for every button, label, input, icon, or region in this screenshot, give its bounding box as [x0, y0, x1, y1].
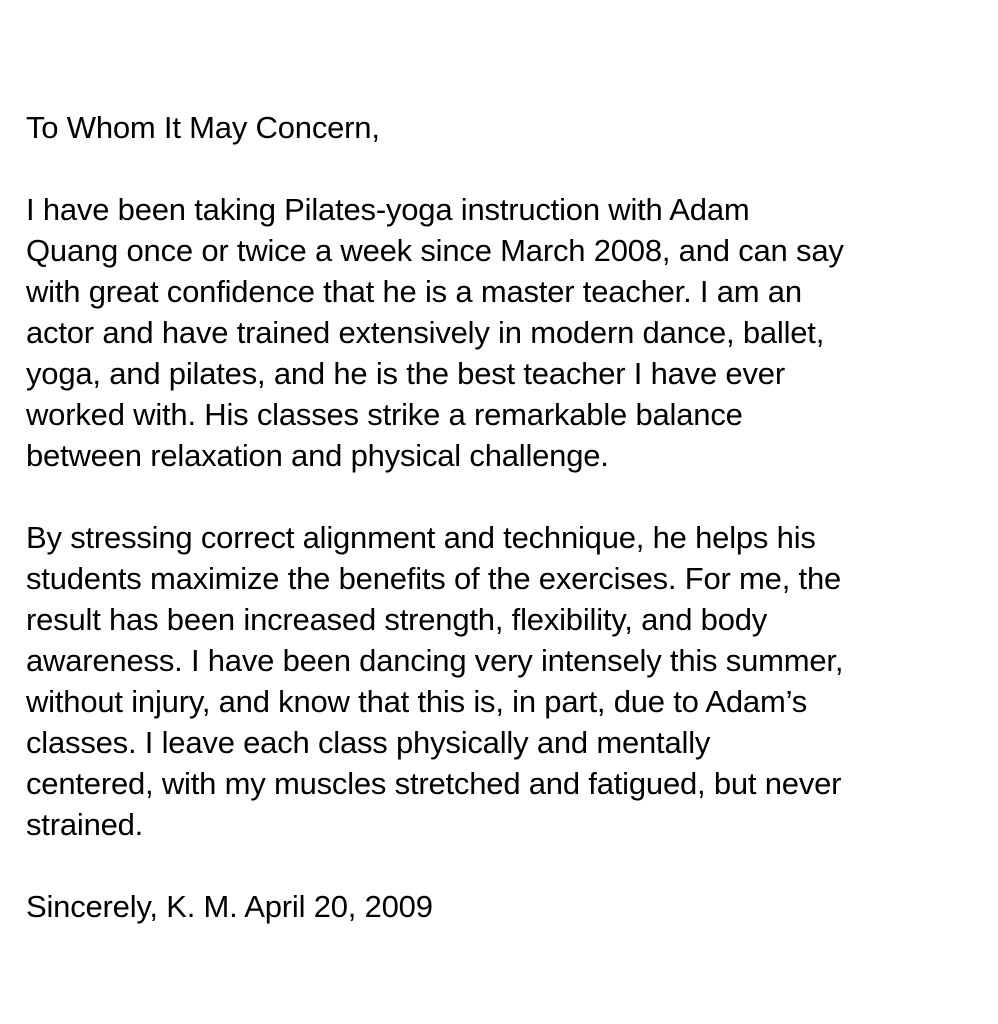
paragraph-line: awareness. I have been dancing very intensely this summer, [26, 643, 844, 678]
paragraph-line: without injury, and know that this is, in part, due to Adam’s [26, 684, 808, 719]
paragraph-line: I have been taking Pilates-yoga instruction with Adam [26, 192, 750, 227]
paragraph-line: with great confidence that he is a master teacher. I am an [26, 274, 802, 309]
paragraph-line: centered, with my muscles stretched and fatigued, but never [26, 766, 842, 801]
salutation: To Whom It May Concern, [26, 110, 380, 145]
paragraph-gap [26, 476, 976, 517]
paragraph-gap [26, 845, 976, 886]
paragraph-line: students maximize the benefits of the exercises. For me, the [26, 561, 842, 596]
paragraph-2 [26, 517, 976, 845]
paragraph-line: strained. [26, 807, 144, 842]
paragraph-line: actor and have trained extensively in modern dance, ballet, [26, 315, 825, 350]
letter-body [26, 107, 976, 927]
paragraph-line: between relaxation and physical challenge. [26, 438, 609, 473]
paragraph-1 [26, 189, 976, 476]
closing-signature: Sincerely, K. M. April 20, 2009 [26, 889, 433, 924]
paragraph-line: worked with. His classes strike a remarkable balance [26, 397, 743, 432]
paragraph-line: result has been increased strength, flexibility, and body [26, 602, 768, 637]
paragraph-gap [26, 148, 976, 189]
paragraph-line: classes. I leave each class physically and mentally [26, 725, 711, 760]
paragraph-line: By stressing correct alignment and technique, he helps his [26, 520, 816, 555]
paragraph-line: Quang once or twice a week since March 2008, and can say [26, 233, 844, 268]
paragraph-line: yoga, and pilates, and he is the best teacher I have ever [26, 356, 785, 391]
